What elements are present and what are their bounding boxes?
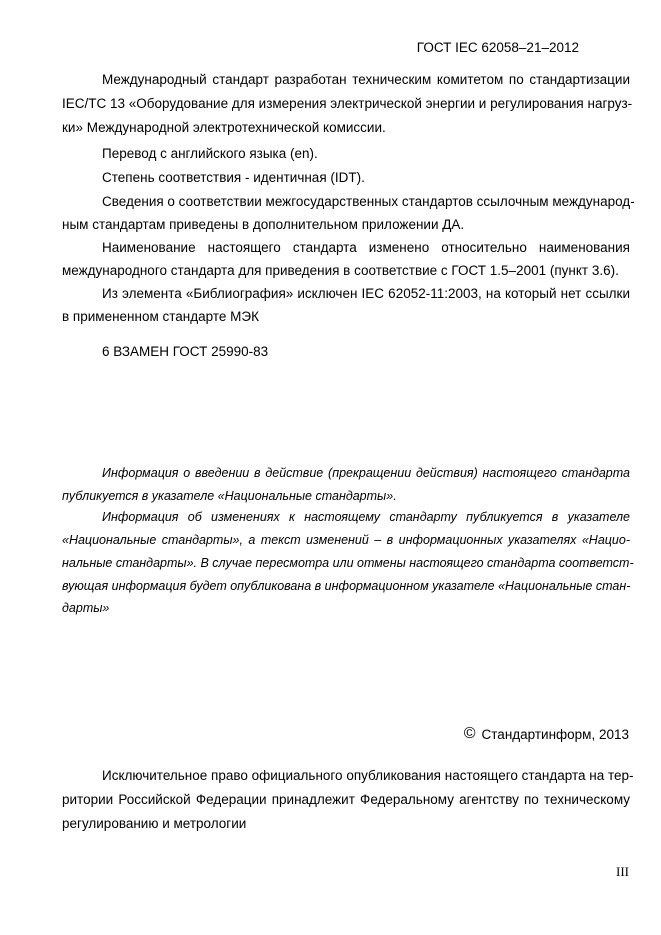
info-changes-line: «Национальные стандарты», а текст изменений – в информационных указателях «Нацио- bbox=[62, 533, 630, 547]
info-changes-line: вующая информация будет опубликована в информационном указателе «Национальные стан- bbox=[62, 579, 631, 593]
degree-of-conformity: Степень соответствия - идентичная (IDT). bbox=[102, 170, 365, 185]
info-changes-line: нальные стандарты». В случае пересмотра или отмены настоящего стандарта соответст- bbox=[62, 556, 634, 570]
page-number: III bbox=[616, 864, 629, 879]
bibliography-note-line: Из элемента «Библиография» исключен IEC 62052-11:2003, на который нет ссылки bbox=[102, 286, 630, 301]
intro-line: Международный стандарт разработан техническим комитетом по стандартизации bbox=[102, 72, 630, 87]
info-notice-line: Информация о введении в действие (прекращении действия) настоящего стандарта bbox=[102, 466, 630, 480]
info-notice-line: публикуется в указателе «Национальные стандарты». bbox=[62, 489, 397, 503]
copyright bbox=[464, 725, 629, 743]
info-changes-line: дарты» bbox=[62, 601, 110, 615]
intro-line: IEC/TC 13 «Оборудование для измерения электрической энергии и регулирования нагруз- bbox=[62, 96, 633, 111]
translation-note: Перевод с английского языка (en). bbox=[102, 146, 318, 161]
bibliography-note-line: в примененном стандарте МЭК bbox=[62, 309, 259, 324]
replaces-section: 6 ВЗАМЕН ГОСТ 25990-83 bbox=[102, 344, 269, 359]
info-changes-line: Информация об изменениях к настоящему стандарту публикуется в указателе bbox=[102, 510, 630, 524]
intro-line: ки» Международной электротехнической комиссии. bbox=[62, 120, 386, 135]
conformity-info-line: Сведения о соответствии межгосударственных стандартов ссылочным международ- bbox=[102, 194, 635, 209]
conformity-info-line: ным стандартам приведены в дополнительном приложении ДА. bbox=[62, 217, 465, 232]
title-change-line: международного стандарта для приведения в соответствие с ГОСТ 1.5–2001 (пункт 3.6). bbox=[62, 263, 619, 278]
rights-line: ритории Российской Федерации принадлежит Федеральному агентству по техническому bbox=[62, 792, 630, 807]
copyright-text: Стандартинформ, 2013 bbox=[481, 726, 629, 742]
copyright-icon: © bbox=[463, 725, 476, 742]
rights-line: регулированию и метрологии bbox=[62, 816, 247, 831]
title-change-line: Наименование настоящего стандарта изменено относительно наименования bbox=[102, 240, 630, 255]
rights-line: Исключительное право официального опубликования настоящего стандарта на тер- bbox=[102, 768, 634, 783]
document-code: ГОСТ IEC 62058–21–2012 bbox=[416, 40, 579, 55]
